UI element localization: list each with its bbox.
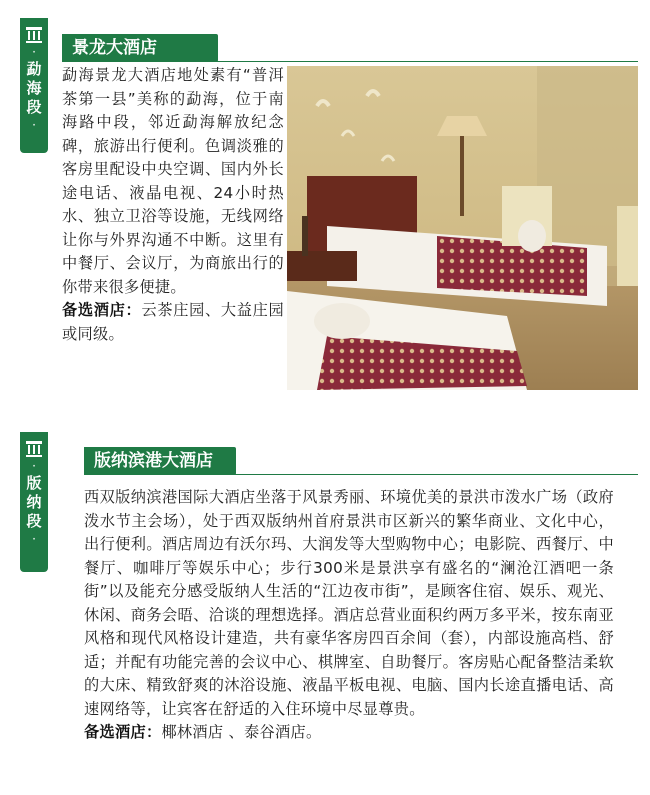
section2-paragraph: 西双版纳滨港国际大酒店坐落于风景秀丽、环境优美的景洪市泼水广场（政府泼水节主会场），处于西双版纳州首府景洪市区新兴的繁华商业、文化中心，出行便利。酒店周边有沃尔玛、大润发等大型购物中心；电影院、西餐厅、中餐厅、咖啡厅等娱乐中心；步行300米是景洪享有盛名的“澜沧江酒吧一条街”以及能充分感受版纳人生活的“江边夜市街”，是顾客住宿、娱乐、观光、休闲、商务会晤、洽谈的理想选择。酒店总营业面积约两万多平米，按东南亚风格和现代风格设计建造，共有豪华客房四百余间（套），内部设施高档、舒适；并配有功能完善的会议中心、棋牌室、自助餐厅。客房贴心配备整洁柔软的大床、精致舒爽的沐浴设施、液晶平板电视、电脑、国内长途直播电话、高速网络等，让宾客在舒适的入住环境中尽显尊贵。 [84, 488, 614, 718]
section2-side-tab [20, 432, 48, 572]
section1-alternatives [62, 299, 284, 346]
section2-body [84, 486, 614, 745]
section1-title: 景龙大酒店 [62, 34, 218, 62]
hotel-room-photo [287, 66, 638, 390]
section2-title: 版纳滨港大酒店 [84, 447, 236, 475]
section2-alternatives [84, 721, 614, 745]
section1-alt-value: 云茶庄园、大益庄园或同级。 [62, 301, 285, 343]
section1-side-label: 勐海段 [26, 60, 42, 116]
section2-alt-value: 椰林酒店 、泰谷酒店。 [161, 723, 322, 741]
section2-title-rule [84, 474, 638, 475]
section2-alt-label: 备选酒店： [84, 723, 162, 741]
dot-marker: · [32, 118, 36, 132]
dot-marker: · [32, 459, 36, 473]
dot-marker: · [32, 45, 36, 59]
section2-side-label: 版纳段 [26, 474, 42, 530]
pillar-icon [24, 440, 44, 458]
section1-alt-label: 备选酒店： [62, 301, 142, 319]
dot-marker: · [32, 532, 36, 546]
section1-side-tab [20, 18, 48, 153]
section1-body [62, 64, 284, 346]
section1-title-rule [62, 61, 638, 62]
section1-paragraph: 勐海景龙大酒店地处素有“普洱茶第一县”美称的勐海，位于南海路中段，邻近勐海解放纪念碑，旅游出行便利。色调淡雅的客房里配设中央空调、国内外长途电话、液晶电视、24小时热水、独立卫浴等设施，无线网络让你与外界沟通不中断。这里有中餐厅、会议厅，为商旅出行的你带来很多便捷。 [62, 66, 284, 296]
pillar-icon [24, 26, 44, 44]
